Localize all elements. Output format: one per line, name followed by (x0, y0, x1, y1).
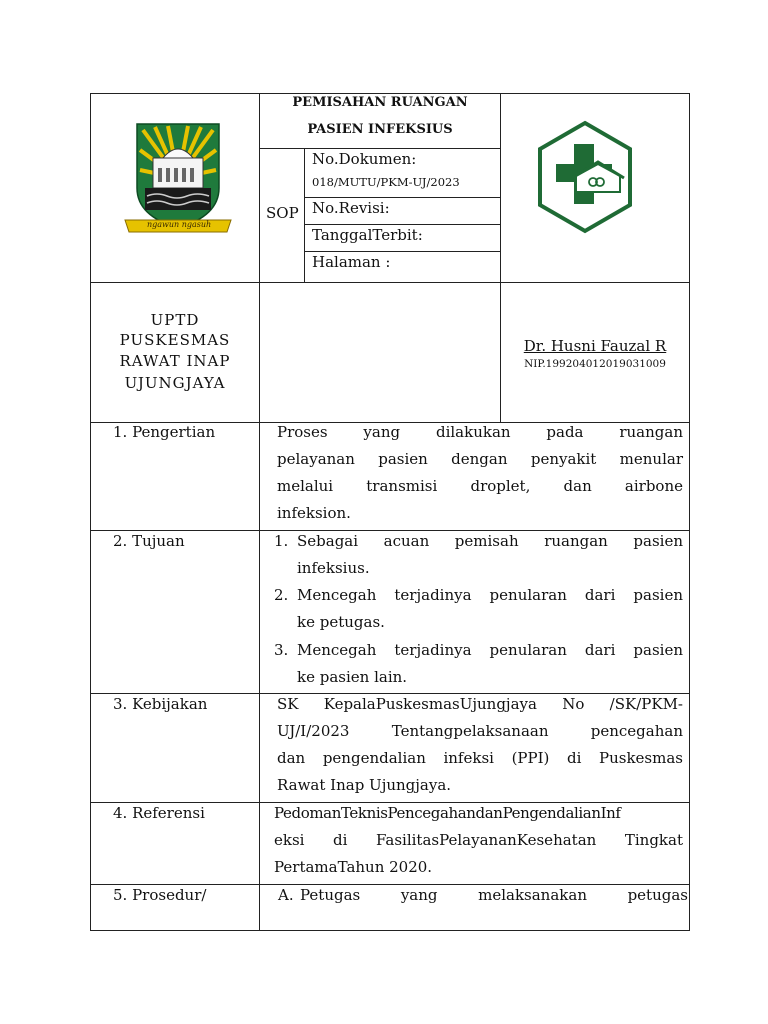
document-title-line1: PEMISAHAN RUANGAN (292, 95, 468, 110)
section-pengertian-label: 1. Pengertian (113, 423, 216, 441)
tujuan-item-line: Mencegah terjadinya penularan dari pasien (297, 641, 683, 659)
kebijakan-line: SK KepalaPuskesmasUjungjaya No /SK/PKM- (277, 695, 683, 713)
sop-label: SOP (266, 204, 299, 222)
pengertian-line: infeksion. (277, 504, 351, 522)
section-prosedur-label: 5. Prosedur/ (113, 886, 207, 904)
pengertian-line: Proses yang dilakukan pada ruangan (277, 423, 683, 441)
no-dokumen-label: No.Dokumen: (312, 150, 417, 168)
org-name-line2: PUSKESMAS (119, 331, 231, 349)
document-title-line2: PASIEN INFEKSIUS (307, 122, 453, 137)
no-revisi-label: No.Revisi: (312, 199, 390, 217)
section-kebijakan-label: 3. Kebijakan (113, 695, 208, 713)
kebijakan-line: dan pengendalian infeksi (PPI) di Puskesmas (277, 749, 683, 767)
referensi-line: PertamaTahun 2020. (274, 858, 433, 876)
pengertian-line: pelayanan pasien dengan penyakit menular (277, 450, 683, 468)
tujuan-item-line: Sebagai acuan pemisah ruangan pasien (297, 532, 683, 550)
tujuan-item-number: 1. (274, 532, 289, 550)
kebijakan-line: Rawat Inap Ujungjaya. (277, 776, 452, 794)
org-name-line1: UPTD (150, 311, 200, 329)
kebijakan-line: UJ/I/2023 Tentangpelaksanaan pencegahan (277, 722, 683, 740)
tujuan-item-number: 3. (274, 641, 289, 659)
regional-emblem-logo (123, 118, 233, 238)
signer-nip: NIP.199204012019031009 (524, 358, 666, 370)
halaman-label: Halaman : (312, 253, 391, 271)
section-tujuan-label: 2. Tujuan (113, 532, 185, 550)
signer-name: Dr. Husni Fauzal R (523, 337, 667, 355)
tujuan-item-line: ke petugas. (297, 613, 385, 631)
pengertian-line: melalui transmisi droplet, dan airbone (277, 477, 683, 495)
org-name-line3: RAWAT INAP (119, 352, 231, 370)
section-referensi-label: 4. Referensi (113, 804, 205, 822)
tujuan-item-line: ke pasien lain. (297, 668, 408, 686)
referensi-line: PedomanTeknisPencegahandanPengendalianInf (274, 804, 621, 822)
tujuan-item-number: 2. (274, 586, 289, 604)
puskesmas-logo (536, 120, 634, 234)
prosedur-item-text: Petugas yang melaksanakan petugas (300, 886, 688, 904)
tujuan-item-line: Mencegah terjadinya penularan dari pasien (297, 586, 683, 604)
org-name-line4: UJUNGJAYA (124, 374, 226, 392)
referensi-line: eksi di FasilitasPelayananKesehatan Tingkat (274, 831, 683, 849)
tanggal-terbit-label: TanggalTerbit: (312, 226, 423, 244)
prosedur-item-letter: A. (278, 886, 294, 904)
emblem-motto: ngawun ngasuh (147, 220, 212, 229)
tujuan-item-line: infeksius. (297, 559, 370, 577)
no-dokumen-value: 018/MUTU/PKM-UJ/2023 (312, 175, 460, 189)
